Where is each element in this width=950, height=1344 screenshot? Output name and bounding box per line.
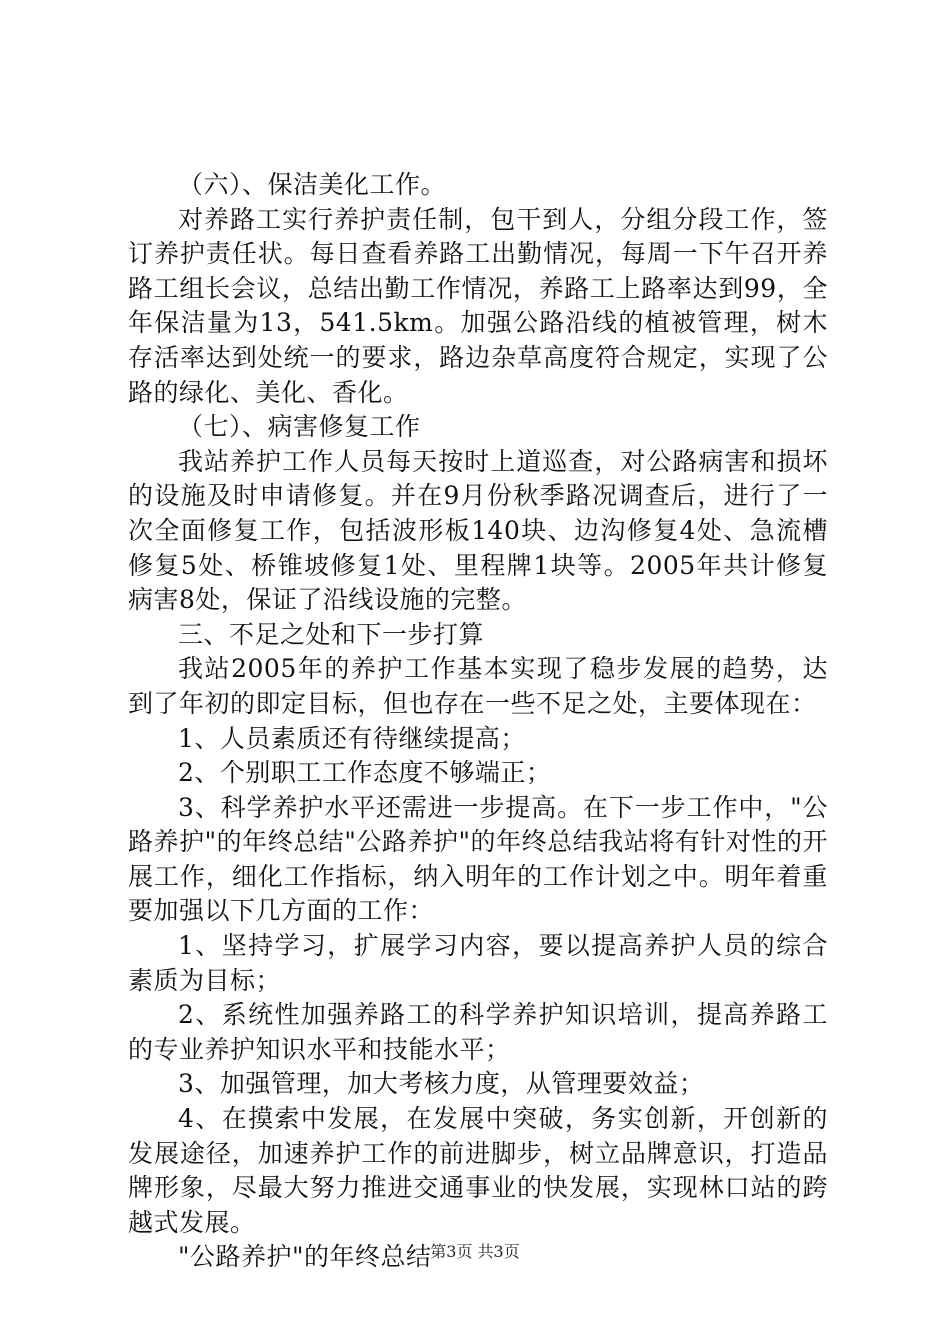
list-item-shortcoming-3: 3、科学养护水平还需进一步提高。在下一步工作中，"公路养护"的年终总结"公路养护"的年终总结我站将有针对性的开展工作，细化工作指标，纳入明年的工作计划之中。明年着重要加强以下几方面的工作： xyxy=(128,792,828,926)
document-body xyxy=(128,168,828,1275)
list-item-plan-4: 4、在摸索中发展，在发展中突破，务实创新，开创新的发展途径，加速养护工作的前进脚步，树立品牌意识，打造品牌形象，尽最大努力推进交通事业的快发展，实现林口站的跨越式发展。 xyxy=(128,1104,828,1237)
paragraph-shortcomings-intro: 我站2005年的养护工作基本实现了稳步发展的趋势，达到了年初的即定目标，但也存在一些不足之处，主要体现在： xyxy=(128,654,828,718)
paragraph-repair-details: 我站养护工作人员每天按时上道巡查，对公路病害和损坏的设施及时申请修复。并在9月份秋季路况调查后，进行了一次全面修复工作，包括波形板140块、边沟修复4处、急流槽修复5处、桥锥坡修复1处、里程牌1块等。2005年共计修复病害8处，保证了沿线设施的完整。 xyxy=(128,446,828,615)
section-heading-repair: （七）、病害修复工作 xyxy=(178,412,421,442)
list-item-plan-2: 2、系统性加强养路工的科学养护知识培训，提高养路工的专业养护知识水平和技能水平； xyxy=(128,1000,828,1064)
list-item-plan-1: 1、坚持学习，扩展学习内容，要以提高养护人员的综合素质为目标； xyxy=(128,931,828,995)
section-heading-cleaning: （六）、保洁美化工作。 xyxy=(178,170,447,199)
list-item-plan-3: 3、加强管理，加大考核力度，从管理要效益； xyxy=(178,1069,705,1099)
page-footer: 第3页 共3页 xyxy=(430,1242,520,1261)
section-heading-shortcomings: 三、不足之处和下一步打算 xyxy=(178,619,485,649)
list-item-shortcoming-2: 2、个别职工工作态度不够端正； xyxy=(178,758,552,788)
paragraph-cleaning-details: 对养路工实行养护责任制，包干到人，分组分段工作，签订养护责任状。每日查看养路工出勤情况，每周一下午召开养路工组长会议，总结出勤工作情况，养路工上路率达到99，全年保洁量为13，541.5km。加强公路沿线的植被管理，树木存活率达到处统一的要求，路边杂草高度符合规定，实现了公路的绿化、美化、香化。 xyxy=(128,204,828,407)
list-item-shortcoming-1: 1、人员素质还有待继续提高； xyxy=(178,723,526,753)
closing-title: "公路养护"的年终总结 xyxy=(178,1242,432,1272)
